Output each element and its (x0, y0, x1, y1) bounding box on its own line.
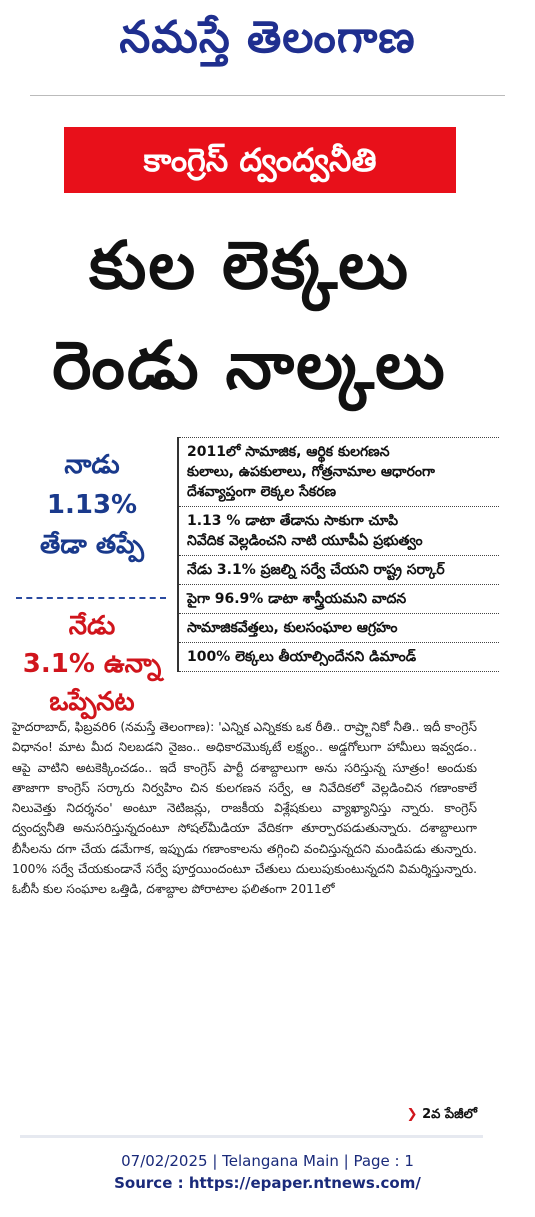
newspaper-name: నమస్తే తెలంగాణ (119, 12, 416, 63)
key-point: 100% లెక్కలు తీయాల్సిందేనని డిమాండ్ (179, 643, 499, 672)
headline-line-1: కుల లెక్కలు (89, 227, 410, 304)
key-points (177, 437, 499, 672)
panel-divider (16, 597, 166, 599)
continued-arrow-icon: ❯ (406, 1107, 418, 1122)
key-point: 1.13 % డాటా తేడాను సాకుగా చూపి నివేదిక వెల్లడించని నాటి యూపీఏ ప్రభుత్వం (179, 507, 499, 556)
footer-edition-info: 07/02/2025 | Telangana Main | Page : 1 (121, 1152, 414, 1170)
footer (0, 1150, 535, 1194)
footer-source: Source : https://epaper.ntnews.com/ (114, 1174, 421, 1192)
now-block (12, 607, 172, 727)
bottom-divider (20, 1135, 483, 1138)
then-label: నాడు (64, 450, 120, 480)
now-label: నేడు (68, 611, 116, 641)
then-percent: 1.13% (46, 490, 138, 520)
headline-line-2: రెండు నాల్కలు (52, 327, 447, 404)
news-clipping (12, 115, 487, 1140)
kicker-tag: కాంగ్రెస్ ద్వంద్వనీతి (64, 127, 456, 193)
then-verdict: తేడా తప్పే (40, 530, 144, 560)
continued-label: 2వ పేజీలో (422, 1107, 477, 1122)
key-point: సామాజికవేత్తలు, కులసంఘాల ఆగ్రహం (179, 614, 499, 643)
key-point: నేడు 3.1% ప్రజల్ని సర్వే చేయని రాష్ట్ర సర్కార్ (179, 556, 499, 585)
now-verdict: ఒప్పేనట (49, 687, 135, 717)
article-body: హైదరాబాద్, ఫిబ్రవరి6 (నమస్తే తెలంగాణ): 'ఎన్నిక ఎన్నికకు ఒక రీతి.. రాష్ర్టానికో నీతి.. ఇదీ కాంగ్రెస్ విధానం! మాట మీద నిలబడని నైజం.. అధికారమొక్కటే లక్ష్యం.. అడ్డగోలుగా హామీలు ఇవ్వడం.. ఆపై వాటిని అటకెక్కించడం.. ఇదే కాంగ్రెస్ పార్టీ దశాబ్దాలుగా అను సరిస్తున్న సూత్రం! అందుకు తాజాగా కాంగ్రెస్ సర్కారు నిర్వహిం చిన కులగణన సర్వే, ఆ నివేదికలో వెల్లడించిన గణాంకాలే నిలువెత్తు నిదర్శనం' అంటూ నెటిజన్లు, రాజకీయ విశ్లేషకులు వ్యాఖ్యానిస్తు న్నారు. కాంగ్రెస్ ద్వంద్వనీతి అనుసరిస్తున్నదంటూ సోషల్‌మీడియా వేదికగా తూర్పారపడుతున్నారు. దశాబ్దాలుగా బీసీలను దగా చేయ డమేగాక, ఇప్పుడు గణాంకాలను తగ్గించి వంచిస్తున్నదని మండిపడు తున్నారు. 100% సర్వే చేయకుండానే సర్వే పూర్తయిందంటూ చేతులు దులుపుకుంటున్నదని విమర్శిస్తున్నారు. ఓబీసీ కుల సంఘాల ఒత్తిడి, దశాబ్దాల పోరాటాల ఫలితంగా 2011లో (12, 720, 477, 897)
continued-reference (407, 1107, 477, 1125)
masthead (0, 0, 535, 100)
key-point: 2011లో సామాజిక, ఆర్థిక కులగణన కులాలు, ఉపకులాలు, గోత్రనామాల ఆధారంగా దేశవ్యాప్తంగా లెక్కల సేకరణ (179, 437, 499, 507)
then-block (12, 445, 172, 605)
masthead-divider (30, 95, 505, 96)
now-percent: 3.1% ఉన్నా (22, 649, 162, 679)
key-point: పైగా 96.9% డాటా శాస్త్రీయమని వాదన (179, 585, 499, 614)
